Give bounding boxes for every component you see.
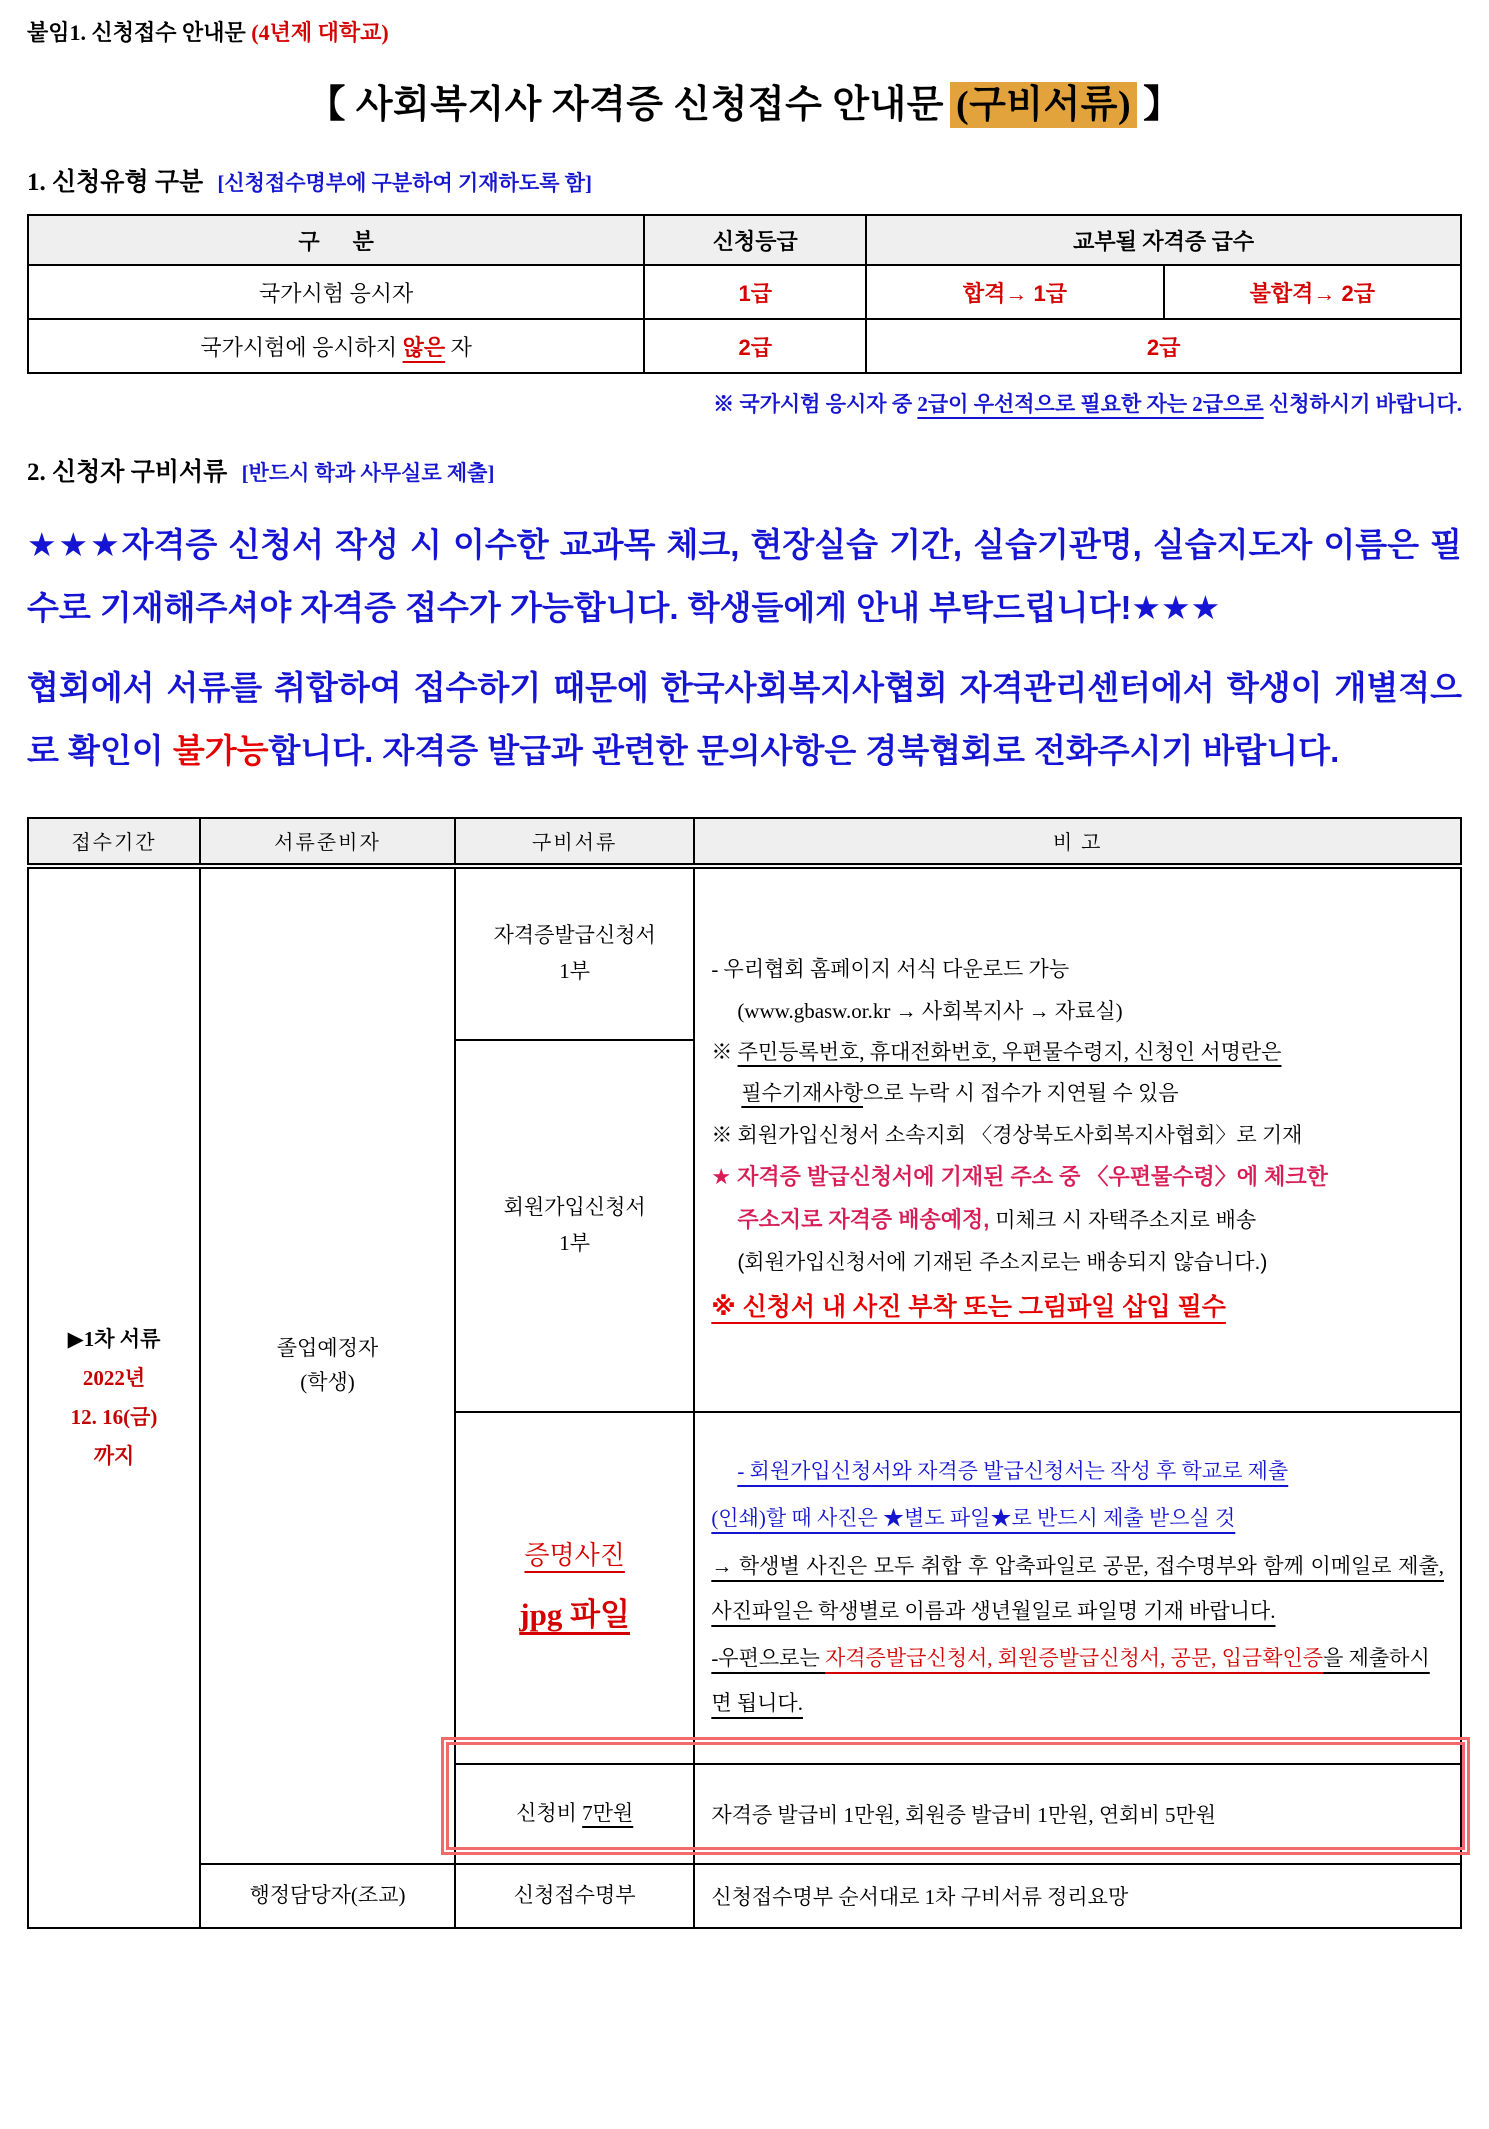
table2-header-row: [28, 818, 1461, 866]
table2-row-roster: [28, 1864, 1461, 1928]
row-label: [28, 319, 644, 373]
remark-red-underlined: 자격증발급신청서, 회원증발급신청서, 공문, 입금확인증: [825, 1645, 1324, 1670]
remark-line: [711, 1037, 1444, 1067]
remark-blue-underlined: (인쇄)할 때 사진은 ★별도 파일★로 반드시 제출 받으실 것: [711, 1506, 1236, 1531]
remark-blue-underlined: - 회원가입신청서와 자격증 발급신청서는 작성 후 학교로 제출: [737, 1459, 1289, 1484]
remark-underlined: 을 제출하시면 됩니다.: [711, 1645, 1430, 1716]
title-prefix: 【 사회복지사 자격증 신청접수 안내문: [307, 84, 944, 126]
row-fail-result: 불합격→ 2급: [1164, 265, 1461, 319]
doc-name: 자격증발급신청서: [493, 923, 656, 948]
remark-line: [711, 1636, 1444, 1726]
row-label-post: 자: [445, 334, 472, 360]
header-remarks: 비 고: [694, 818, 1461, 866]
doc-photo-label: 증명사진: [524, 1541, 625, 1571]
section1-title: 1. 신청유형 구분: [27, 169, 204, 196]
table1-header-category: 구 분: [28, 215, 644, 265]
documents-table: [27, 817, 1462, 1929]
doc-fee-cell: [455, 1764, 694, 1864]
header-preparer: 서류준비자: [200, 818, 455, 866]
doc-name: 회원가입신청서: [503, 1195, 646, 1220]
doc-certificate-form-cell: [455, 866, 694, 1040]
doc-count: 1부: [559, 1230, 591, 1255]
fee-amount: 7만원: [582, 1800, 634, 1825]
section2-note: [반드시 학과 사무실로 제출]: [241, 461, 495, 485]
period-line: 까지: [93, 1443, 135, 1468]
section1-heading: [27, 162, 1462, 198]
remark-photo-cell: [694, 1412, 1461, 1764]
remark-line: [711, 1496, 1444, 1541]
period-line: 12. 16(금): [70, 1404, 158, 1429]
notice-paragraph-1: ★★★자격증 신청서 작성 시 이수한 교과목 체크, 현장실습 기간, 실습기관명, 실습지도자 이름은 필수로 기재해주셔야 자격증 접수가 가능합니다. 학생들에게 안내 부탁드립니다!★★★: [27, 526, 1462, 626]
remark-text: 으로 누락 시 접수가 지연될 수 있음: [863, 1081, 1179, 1106]
remark-line-red: ※ 신청서 내 사진 부착 또는 그림파일 삽입 필수: [711, 1293, 1226, 1322]
doc-count: 1부: [559, 958, 591, 983]
section2-heading: [27, 452, 1462, 488]
table2-row-certificate-form: [28, 866, 1461, 1040]
preparer-student-cell: [200, 866, 455, 1864]
period-cell: [28, 866, 200, 1928]
table1-row-non-taker: [28, 319, 1461, 373]
remark-underlined: → 학생별 사진은 모두 취합 후 압축파일로 공문, 접수명부와 함께 이메일로 제출, 사진파일은 학생별로 이름과 생년월일로 파일명 기재 바랍니다.: [711, 1553, 1444, 1623]
header-period: 접수기간: [28, 818, 200, 866]
preparer-line: (학생): [300, 1369, 355, 1394]
remark-roster-cell: 신청접수명부 순서대로 1차 구비서류 정리요망: [694, 1864, 1461, 1928]
row-issued: 2급: [866, 319, 1461, 373]
table1-header-issued: 교부될 자격증 급수: [866, 215, 1461, 265]
remark-line: [711, 1449, 1444, 1494]
remark-line: [711, 1204, 1444, 1236]
row-pass-result: 합격→ 1급: [866, 265, 1163, 319]
period-line: ▶1차 서류: [67, 1327, 161, 1352]
section1-note: [신청접수명부에 구분하여 기재하도록 함]: [217, 171, 593, 195]
attachment-label-note: (4년제 대학교): [251, 20, 389, 45]
footnote-pre: ※ 국가시험 응시자 중: [713, 392, 918, 416]
application-type-table: [27, 214, 1462, 374]
notice2-pre: 협회에서 서류를 취합하여 접수하기 때문에 한국사회복지사협회 자격관리센터에서 학생이 개별적으로 확인이: [27, 669, 1462, 770]
row-label-emph: 않은: [402, 334, 446, 360]
footnote-underline: 2급이 우선적으로 필요한 자는 2급으로: [917, 392, 1264, 416]
remark-line: (www.gbasw.or.kr → 사회복지사 → 자료실): [737, 998, 1123, 1023]
row-grade: 2급: [644, 319, 866, 373]
table1-footnote: [27, 388, 1462, 418]
remark-line: ※ 회원가입신청서 소속지회 〈경상북도사회복지사협회〉로 기재: [711, 1122, 1303, 1147]
table1-row-exam-taker: [28, 265, 1461, 319]
attachment-heading: [27, 16, 1462, 47]
period-line: 2022년: [82, 1365, 146, 1390]
table1-header-row: [28, 215, 1461, 265]
remark-forms-cell: [694, 866, 1461, 1412]
row-label: 국가시험 응시자: [28, 265, 644, 319]
remark-line: (회원가입신청서에 기재된 주소지로는 배송되지 않습니다.): [737, 1250, 1268, 1274]
header-documents: 구비서류: [455, 818, 694, 866]
footnote-post: 신청하시기 바랍니다.: [1263, 392, 1462, 416]
remark-line-pink: ★ 자격증 발급신청서에 기재된 주소 중 〈우편물수령〉에 체크한: [711, 1164, 1328, 1190]
row-grade: 1급: [644, 265, 866, 319]
remark-underlined: 필수기재사항: [741, 1081, 864, 1106]
attachment-label: 붙임1. 신청접수 안내문: [27, 20, 252, 45]
section2-title: 2. 신청자 구비서류: [27, 459, 228, 486]
title-highlight: (구비서류): [950, 82, 1137, 128]
remark-text: 미체크 시 자택주소지로 배송: [989, 1209, 1257, 1233]
preparer-line: 졸업예정자: [276, 1336, 379, 1361]
page-title: [27, 73, 1462, 128]
remark-line: - 우리협회 홈페이지 서식 다운로드 가능: [711, 957, 1070, 982]
doc-membership-form-cell: [455, 1040, 694, 1412]
remark-underlined: -우편으로는: [711, 1645, 825, 1670]
documents-table-wrap: [27, 817, 1462, 1929]
notice-paragraph-2: [27, 657, 1462, 782]
remark-pink: 주소지로 자격증 배송예정,: [737, 1207, 990, 1233]
row-label-pre: 국가시험에 응시하지: [200, 334, 403, 360]
title-suffix: 】: [1143, 84, 1182, 126]
doc-photo-cell: [455, 1412, 694, 1764]
remark-marker: ※: [711, 1040, 738, 1065]
notice2-post: 합니다. 자격증 발급과 관련한 문의사항은 경북협회로 전화주시기 바랍니다.: [268, 732, 1340, 770]
doc-roster-cell: 신청접수명부: [455, 1864, 694, 1928]
fee-label: 신청비: [516, 1800, 583, 1825]
table1-header-grade: 신청등급: [644, 215, 866, 265]
remark-fee-cell: 자격증 발급비 1만원, 회원증 발급비 1만원, 연회비 5만원: [694, 1764, 1461, 1864]
doc-photo-filetype: jpg 파일: [519, 1596, 631, 1632]
preparer-admin-cell: 행정담당자(조교): [200, 1864, 455, 1928]
remark-line: [711, 1078, 1444, 1108]
notice2-emph: 불가능: [172, 732, 269, 770]
remark-line: [711, 1544, 1444, 1634]
remark-underlined: 주민등록번호, 휴대전화번호, 우편물수령지, 신청인 서명란은: [737, 1040, 1282, 1065]
